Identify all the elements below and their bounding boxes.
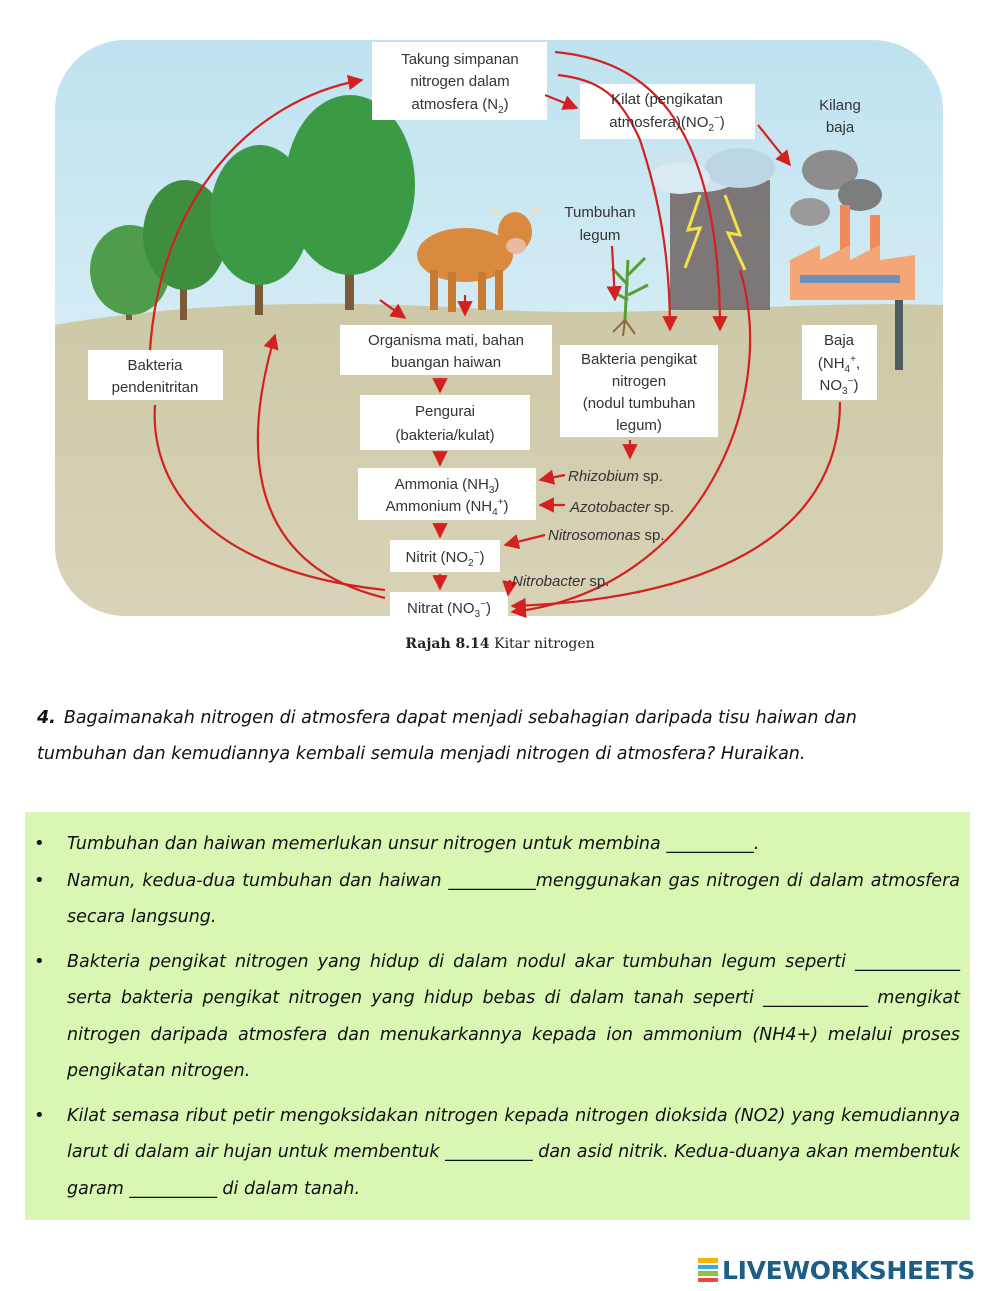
liveworksheets-logo-icon [698,1257,718,1283]
label-fixing-4: legum) [616,417,662,434]
label-dead-organism-1: Organisma mati, bahan [368,332,524,349]
label-denitrifying-2: pendenitritan [111,379,199,396]
label-atmosphere-3: atmosfera $(N_2)$ [411,96,509,116]
label-factory-1: Kilang [819,97,861,114]
answer-box [25,812,970,1220]
question-4 [37,700,917,772]
label-atmosphere-1: Takung simpanan [401,51,519,68]
question-number: 4. [37,708,56,728]
label-azotobacter: Azotobacter sp. [570,499,675,516]
label-legume-1: Tumbuhan [564,204,636,221]
label-fixing-2: nitrogen [611,373,667,390]
label-nitrosomonas: Nitrosomonas sp. [548,527,665,544]
liveworksheets-logo [698,1255,975,1285]
answer-item-1[interactable]: • Tumbuhan dan haiwan memerlukan unsur nitrogen untuk membina __________. [25,826,970,863]
label-atmosphere-2: nitrogen dalam [410,73,510,90]
answer-item-2[interactable]: • Namun, kedua-dua tumbuhan dan haiwan __________menggunakan gas nitrogen di dalam atmosfera secara langsung. [25,863,970,936]
label-fertilizer-3: $NO_3^-$) [819,376,859,397]
label-fixing-1: Bakteria pengikat [581,351,697,368]
label-ammonium: Ammonium $(NH_4^+)$ [385,497,509,518]
answer-list [25,826,970,1207]
label-factory-2: baja [825,119,855,136]
label-decomposer-1: Pengurai [414,403,476,420]
question-text: Bagaimanakah nitrogen di atmosfera dapat menjadi sebahagian daripada tisu haiwan dan tumbuhan dan kemudiannya kembali semula menjadi nitrogen di atmosfera? Huraikan. [37,708,857,764]
label-fertilizer-1: Baja [823,332,855,349]
liveworksheets-logo-text: LIVEWORKSHEETS [722,1255,976,1285]
label-lightning-1: Kilat (pengikatan [611,91,723,108]
label-legume-2: legum [579,227,621,244]
label-nitrite: Nitrit $(NO_2^-)$ [405,548,485,569]
label-fertilizer-2: ($NH_4^+$, [817,354,861,375]
figure-caption-number: Rajah 8.14 [405,636,490,652]
label-nitrate: Nitrat $(NO_3^-)$ [407,599,491,620]
answer-item-3[interactable]: • Bakteria pengikat nitrogen yang hidup di dalam nodul akar tumbuhan legum seperti ____________ serta bakteria pengikat nitrogen yang hidup bebas di dalam tanah seperti ____________ mengikat nitrogen daripada atmosfera dan menukarkannya kepada ion ammonium (NH4+) melalui proses pengikatan nitrogen. [25,944,970,1090]
label-denitrifying-1: Bakteria [127,357,183,374]
label-fixing-3: (nodul tumbuhan [582,395,696,412]
figure-caption-text: Kitar nitrogen [494,636,595,652]
figure-caption [0,636,1000,652]
answer-item-4[interactable]: • Kilat semasa ribut petir mengoksidakan nitrogen kepada nitrogen dioksida (NO2) yang kemudiannya larut di dalam air hujan untuk membentuk __________ dan asid nitrik. Kedua-duanya akan membentuk garam __________ di dalam tanah. [25,1098,970,1208]
label-ammonia: Ammonia $(NH_3)$ [394,476,500,496]
label-rhizobium: Rhizobium sp. [568,468,663,485]
label-dead-organism-2: buangan haiwan [390,354,502,371]
label-nitrobacter: Nitrobacter sp. [512,573,610,590]
label-decomposer-2: (bakteria/kulat) [395,427,495,444]
label-lightning-2: $atmosfera)(NO_2^-)$ [609,113,725,134]
